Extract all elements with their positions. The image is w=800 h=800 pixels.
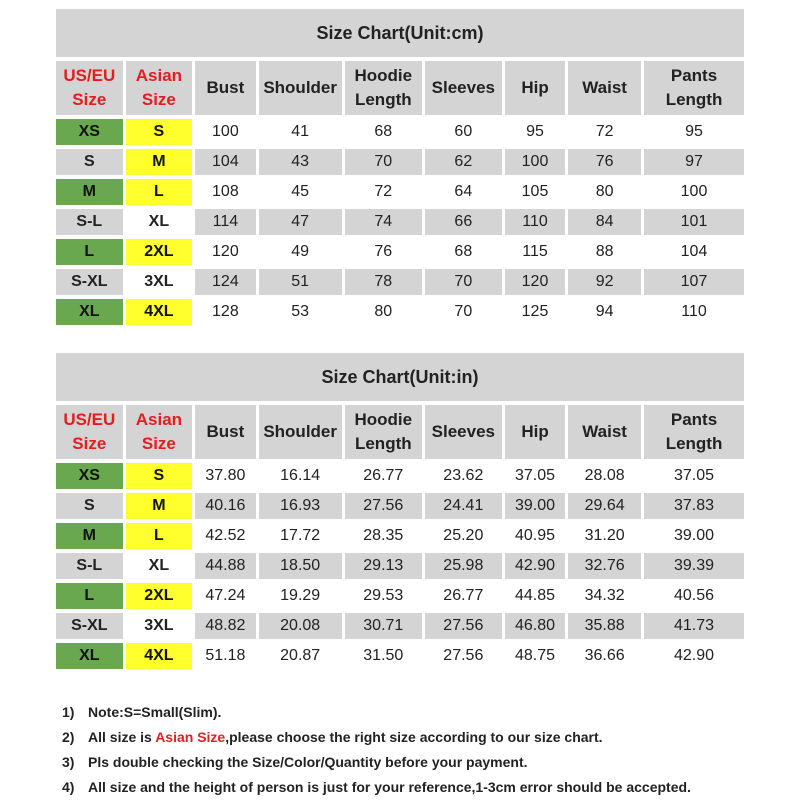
measurement-cell: 53 [291,303,310,320]
column-header [126,405,193,459]
measurement-cell: 78 [345,269,422,295]
column-header [568,405,641,459]
measurement-cell: 110 [681,303,707,320]
header-line: Hoodie [354,410,413,429]
measurement-cell: 125 [521,303,549,320]
us-eu-size-cell: S [56,493,123,519]
header-row [56,61,744,115]
measurement-cell: 66 [425,209,502,235]
measurement-cell: 47.24 [205,587,246,604]
header-line: Sleeves [431,422,495,441]
measurement-cell: 42.52 [205,527,246,544]
measurement-cell: 124 [195,269,255,295]
header-line: Waist [582,422,627,441]
header-line: Hip [521,422,549,441]
measurement-cell: 35.88 [568,613,641,639]
measurement-cell: 48.82 [195,613,255,639]
us-eu-size-cell: S-L [56,553,123,579]
us-eu-size-cell: XS [56,463,123,489]
measurement-cell: 37.05 [673,467,715,484]
chart-title: Size Chart(Unit:cm) [56,9,744,57]
measurement-cell: 80 [595,183,614,200]
measurement-cell: 115 [522,243,548,260]
measurement-cell: 110 [505,209,565,235]
header-line: US/EU [63,66,116,85]
note-number: 1) [62,704,75,720]
table-body [56,119,744,325]
table-row [56,463,744,489]
asian-size-cell: 4XL [126,299,193,325]
measurement-cell: 39.00 [505,493,565,519]
note-highlight: Asian Size [155,729,226,745]
measurement-cell: 36.66 [584,647,625,664]
notes-list [62,700,762,800]
header-line: Asian [135,410,183,429]
column-header [505,405,565,459]
header-line: Length [354,434,412,453]
column-header [195,405,255,459]
measurement-cell: 100 [680,183,708,200]
note-text: Note:S=Small(Slim). [88,704,222,720]
header-line: Bust [206,78,245,97]
us-eu-size-cell: XS [56,119,123,145]
measurement-cell: 37.05 [514,467,556,484]
header-line: Length [665,434,723,453]
column-header [56,405,123,459]
header-line: Size [141,90,176,109]
measurement-cell: 95 [685,123,703,140]
asian-size-cell: L [126,179,193,205]
chart-title: Size Chart(Unit:in) [56,353,744,401]
table-row [56,209,744,235]
measurement-cell: 51 [259,269,342,295]
us-eu-size-cell: L [56,583,123,609]
column-header [56,61,123,115]
column-header [195,61,255,115]
measurement-cell: 19.29 [280,587,321,604]
column-header [345,405,422,459]
measurement-cell: 48.75 [514,647,556,664]
measurement-cell: 47 [259,209,342,235]
measurement-cell: 18.50 [259,553,342,579]
measurement-cell: 72 [374,183,393,200]
us-eu-size-cell: S-XL [56,269,123,295]
measurement-cell: 28.08 [584,467,625,484]
asian-size-cell: M [126,149,193,175]
note-text: All size is [88,729,156,745]
table-row [56,523,744,549]
column-header [505,61,565,115]
asian-size-cell: XL [126,553,193,579]
measurement-cell: 27.56 [443,647,484,664]
measurement-cell: 84 [568,209,641,235]
measurement-cell: 74 [345,209,422,235]
note-item [62,725,762,750]
us-eu-size-cell: XL [56,643,123,669]
measurement-cell: 40.95 [514,527,556,544]
note-item [62,700,762,725]
measurement-cell: 29.53 [363,587,404,604]
header-line: Asian [135,66,183,85]
header-line: Size [72,434,107,453]
measurement-cell: 76 [374,243,393,260]
measurement-cell: 45 [291,183,310,200]
measurement-cell: 108 [212,183,239,200]
header-line: Waist [582,78,627,97]
measurement-cell: 26.77 [363,467,404,484]
header-line: Hoodie [354,66,413,85]
measurement-cell: 27.56 [345,493,422,519]
measurement-cell: 40.56 [673,587,715,604]
measurement-cell: 49 [291,243,310,260]
measurement-cell: 92 [568,269,641,295]
measurement-cell: 25.20 [443,527,484,544]
size-table-cm [53,57,747,329]
asian-size-cell: 2XL [126,239,193,265]
header-line: Length [354,90,412,109]
asian-size-cell: 3XL [126,269,193,295]
measurement-cell: 70 [454,303,473,320]
asian-size-cell: 3XL [126,613,193,639]
measurement-cell: 16.14 [280,467,321,484]
header-line: Bust [206,422,245,441]
header-line: US/EU [63,410,116,429]
measurement-cell: 16.93 [259,493,342,519]
table-row [56,179,744,205]
header-line: Sleeves [431,78,495,97]
measurement-cell: 37.83 [644,493,744,519]
measurement-cell: 97 [644,149,744,175]
table-row [56,643,744,669]
measurement-cell: 29.64 [568,493,641,519]
measurement-cell: 80 [374,303,393,320]
note-item [62,750,762,775]
size-chart-cm [56,9,744,329]
measurement-cell: 42.90 [505,553,565,579]
measurement-cell: 32.76 [568,553,641,579]
us-eu-size-cell: L [56,239,123,265]
measurement-cell: 100 [505,149,565,175]
header-line: Length [665,90,723,109]
measurement-cell: 44.85 [514,587,556,604]
us-eu-size-cell: M [56,523,123,549]
measurement-cell: 40.16 [195,493,255,519]
asian-size-cell: S [126,463,193,489]
measurement-cell: 31.20 [584,527,625,544]
measurement-cell: 100 [212,123,239,140]
column-header [425,405,502,459]
measurement-cell: 104 [680,243,708,260]
header-line: Shoulder [263,78,337,97]
note-text-after: ,please choose the right size according to our size chart. [225,729,603,745]
table-body [56,463,744,669]
measurement-cell: 29.13 [345,553,422,579]
us-eu-size-cell: M [56,179,123,205]
measurement-cell: 76 [568,149,641,175]
measurement-cell: 31.50 [363,647,404,664]
asian-size-cell: L [126,523,193,549]
measurement-cell: 27.56 [425,613,502,639]
asian-size-cell: 4XL [126,643,193,669]
column-header [568,61,641,115]
measurement-cell: 46.80 [505,613,565,639]
size-chart-in [56,353,744,673]
measurement-cell: 62 [425,149,502,175]
note-item [62,775,762,800]
us-eu-size-cell: S-L [56,209,123,235]
table-row [56,299,744,325]
header-line: Size [72,90,107,109]
column-header [259,405,342,459]
measurement-cell: 70 [345,149,422,175]
table-row [56,553,744,579]
table-row [56,119,744,145]
measurement-cell: 39.39 [644,553,744,579]
measurement-cell: 42.90 [673,647,715,664]
measurement-cell: 34.32 [584,587,625,604]
measurement-cell: 107 [644,269,744,295]
table-row [56,583,744,609]
measurement-cell: 28.35 [363,527,404,544]
measurement-cell: 64 [454,183,473,200]
measurement-cell: 51.18 [205,647,246,664]
table-row [56,269,744,295]
measurement-cell: 43 [259,149,342,175]
measurement-cell: 25.98 [425,553,502,579]
us-eu-size-cell: S [56,149,123,175]
table-row [56,149,744,175]
header-line: Size [141,434,176,453]
table-row [56,239,744,265]
header-line: Shoulder [263,422,337,441]
measurement-cell: 39.00 [673,527,715,544]
measurement-cell: 20.87 [280,647,321,664]
measurement-cell: 68 [454,243,473,260]
measurement-cell: 114 [195,209,255,235]
measurement-cell: 20.08 [259,613,342,639]
measurement-cell: 30.71 [345,613,422,639]
measurement-cell: 88 [595,243,614,260]
measurement-cell: 26.77 [443,587,484,604]
us-eu-size-cell: S-XL [56,613,123,639]
asian-size-cell: M [126,493,193,519]
measurement-cell: 41 [291,123,310,140]
column-header [126,61,193,115]
header-line: Hip [521,78,549,97]
table-row [56,613,744,639]
asian-size-cell: 2XL [126,583,193,609]
measurement-cell: 105 [521,183,549,200]
size-table-in [53,401,747,673]
measurement-cell: 41.73 [644,613,744,639]
note-text: All size and the height of person is just for your reference,1-3cm error should be accepted. [88,779,691,795]
header-row [56,405,744,459]
measurement-cell: 95 [526,123,544,140]
measurement-cell: 94 [595,303,614,320]
measurement-cell: 101 [644,209,744,235]
column-header [259,61,342,115]
measurement-cell: 44.88 [195,553,255,579]
measurement-cell: 120 [212,243,239,260]
note-number: 3) [62,754,75,770]
measurement-cell: 60 [454,123,473,140]
column-header [345,61,422,115]
measurement-cell: 70 [425,269,502,295]
table-row [56,493,744,519]
measurement-cell: 24.41 [425,493,502,519]
column-header [425,61,502,115]
header-line: Pants [670,410,718,429]
column-header [644,61,744,115]
us-eu-size-cell: XL [56,299,123,325]
measurement-cell: 37.80 [205,467,246,484]
measurement-cell: 72 [595,123,614,140]
measurement-cell: 17.72 [280,527,321,544]
header-line: Pants [670,66,718,85]
measurement-cell: 120 [505,269,565,295]
measurement-cell: 104 [195,149,255,175]
asian-size-cell: XL [126,209,193,235]
measurement-cell: 128 [212,303,239,320]
note-number: 4) [62,779,75,795]
asian-size-cell: S [126,119,193,145]
note-text: Pls double checking the Size/Color/Quantity before your payment. [88,754,528,770]
note-number: 2) [62,729,75,745]
measurement-cell: 68 [374,123,393,140]
measurement-cell: 23.62 [443,467,484,484]
column-header [644,405,744,459]
